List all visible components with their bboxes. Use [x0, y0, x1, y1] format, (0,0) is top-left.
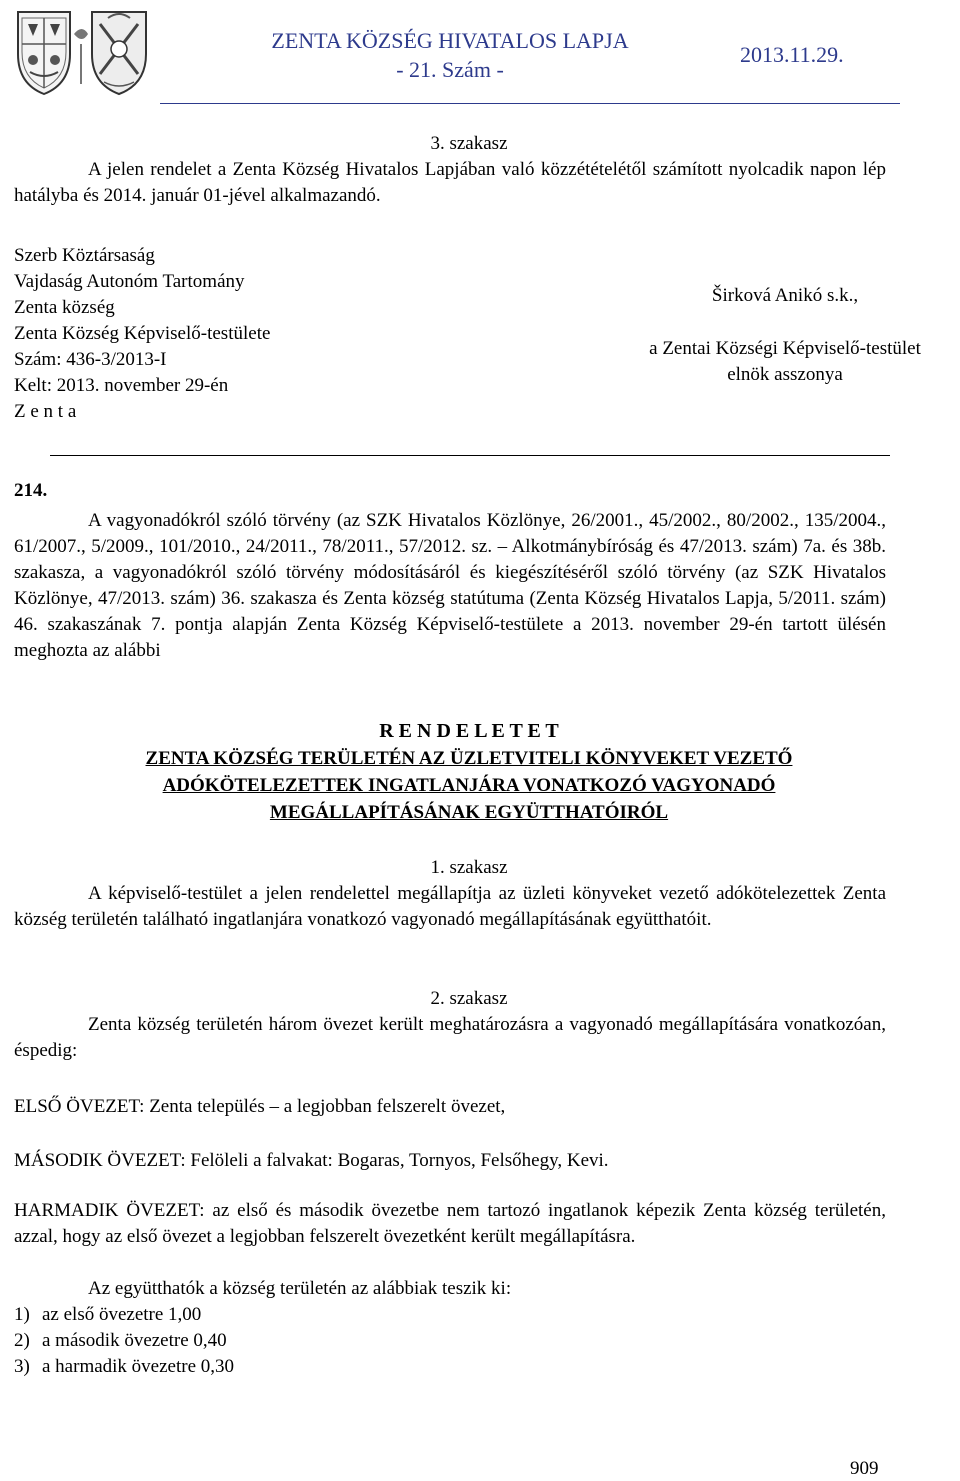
issuer-line: Zenta község: [14, 297, 115, 318]
decree-title-line: ZENTA KÖZSÉG TERÜLETÉN AZ ÜZLETVITELI KÖNYVEKET VEZETŐ: [145, 748, 793, 769]
page-number: 909: [850, 1458, 879, 1479]
decree-number: 214.: [14, 480, 48, 501]
list-item-number: 1): [14, 1304, 30, 1325]
section-3-text: A jelen rendelet a Zenta Község Hivatalos Lapjában való közzétételétől számított nyolcadik napon lép hatályba és 2014. január 01-jével alkalmazandó.: [14, 159, 886, 206]
issuer-line: Vajdaság Autonóm Tartomány: [14, 271, 245, 292]
list-item: [14, 1302, 614, 1328]
section-3-heading: 3. szakasz: [430, 133, 508, 154]
issuer-line: Szerb Köztársaság: [14, 245, 155, 266]
issuer-line: Zenta Község Képviselő-testülete: [14, 323, 271, 344]
list-item-number: 2): [14, 1330, 30, 1351]
header-divider: [160, 103, 900, 104]
issue-number: - 21. Szám -: [396, 57, 504, 82]
signatory-name: Širková Anikó s.k.,: [711, 285, 859, 306]
issue-date: 2013.11.29.: [740, 42, 844, 67]
section-1-heading: 1. szakasz: [430, 857, 508, 878]
decree-title-line: ADÓKÖTELEZETTEK INGATLANJÁRA VONATKOZÓ VAGYONADÓ: [162, 775, 776, 796]
list-item-text: a második övezetre 0,40: [42, 1330, 227, 1351]
issuer-block: [14, 243, 454, 425]
signatory-role-line-1: a Zentai Községi Képviselő-testület: [649, 338, 921, 359]
list-item: [14, 1354, 614, 1380]
coefficients-intro: Az együtthatók a község területén az alábbiak teszik ki:: [88, 1278, 512, 1299]
zone-1: ELSŐ ÖVEZET: Zenta település – a legjobban felszerelt övezet,: [14, 1096, 506, 1117]
issuer-line: Szám: 436-3/2013-I: [14, 349, 167, 370]
issuer-line: Z e n t a: [14, 401, 77, 422]
section-2-text: Zenta község területén három övezet került meghatározásra a vagyonadó megállapítására vonatkozóan, éspedig:: [14, 1014, 886, 1061]
section-2-heading: 2. szakasz: [430, 988, 508, 1009]
decree-label: R E N D E L E T E T: [379, 720, 559, 742]
list-item-text: az első övezetre 1,00: [42, 1304, 202, 1325]
coefficient-list: [14, 1302, 614, 1380]
decree-preamble: A vagyonadókról szóló törvény (az SZK Hivatalos Közlönye, 26/2001., 45/2002., 80/2002., 135/2004., 61/2007., 5/2009., 101/2010., 24/2011., 78/2011., 57/2012. sz. – Alkotmánybíróság és 47/2013. szám) 7a. és 38b. szakasza, a vagyonadókról szóló törvény módosításáról és kiegészítéséről szóló törvény (az SZK Hivatalos Közlönye, 47/2013. szám) 36. szakasza és Zenta község statútuma (Zenta Község Hivatalos Lapja, 5/2011. szám) 46. szakaszának 7. pontja alapján Zenta Község Képviselő-testülete a 2013. november 29-én tartott ülésén meghozta az alábbi: [14, 510, 886, 661]
section-1-text: A képviselő-testület a jelen rendelettel megállapítja az üzleti könyveket vezető adókötelezettek Zenta község területén található ingatlanjára vonatkozó vagyonadó megállapításának együtthatóit.: [14, 883, 886, 930]
page-header: [0, 0, 960, 108]
decree-title: [10, 745, 928, 826]
signatory-role-line-2: elnök asszonya: [727, 364, 843, 385]
decree-title-line: MEGÁLLAPÍTÁSÁNAK EGYÜTTHATÓIRÓL: [269, 802, 669, 823]
journal-title: ZENTA KÖZSÉG HIVATALOS LAPJA: [271, 28, 629, 53]
zone-2: MÁSODIK ÖVEZET: Felöleli a falvakat: Bogaras, Tornyos, Felsőhegy, Kevi.: [14, 1150, 609, 1171]
zone-3: HARMADIK ÖVEZET: az első és második övezetbe nem tartozó ingatlanok képezik Zenta község területén, azzal, hogy az első övezet a legjobban felszerelt övezetként került megállapításra.: [14, 1200, 886, 1247]
list-item: [14, 1328, 614, 1354]
list-item-text: a harmadik övezetre 0,30: [42, 1356, 235, 1377]
coat-of-arms-icon: [8, 4, 156, 98]
section-divider: [50, 455, 890, 456]
list-item-number: 3): [14, 1356, 30, 1377]
issuer-line: Kelt: 2013. november 29-én: [14, 375, 229, 396]
